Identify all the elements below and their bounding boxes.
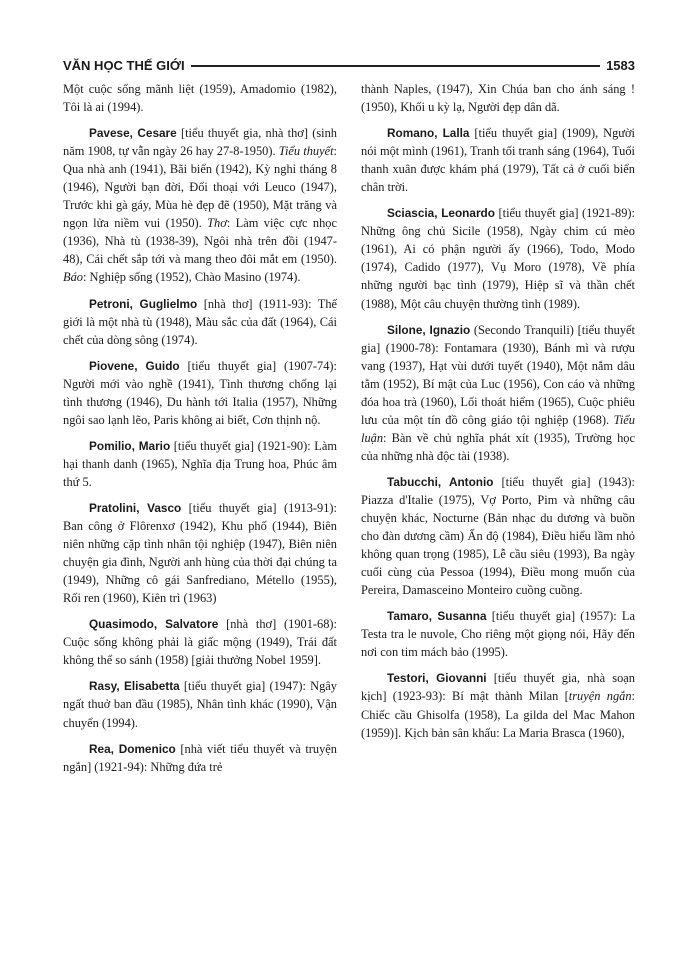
entry-text: [nhà thơ] (1901-68): Cuộc sống không phải là giấc mộng (1949), Trái đất không thể so sánh (1958) [giải thưởng Nobel 1959]. [63, 617, 337, 668]
entry-text: : Qua nhà anh (1941), Bãi biển (1942), Kỳ nghỉ tháng 8 (1946), Người bạn đời, Đối thoại với Leuco (1947), Trước khi gà gáy, Mùa hè đẹp đẽ (1950), Mặt trăng và ngọn lửa niềm vui (1950). [63, 144, 337, 231]
running-header [63, 55, 635, 75]
genre-label: Tiểu luận [361, 412, 635, 445]
entry-text: Một cuộc sống mãnh liệt (1959), Amadomio (1982), Tôi là ai (1994). [63, 82, 337, 115]
entry-text: : Làm việc cực nhọc (1936), Nhà tù (1938-39), Ngôi nhà trên đồi (1947-48), Cái chết sắp tới và mang theo đôi mắt em (1950). [63, 216, 337, 267]
entry [63, 295, 337, 349]
author-name: Tamaro, Susanna [387, 609, 487, 624]
genre-label: Báo [63, 270, 83, 285]
header-title: VĂN HỌC THẾ GIỚI [63, 57, 185, 73]
entry [63, 499, 337, 607]
left-column [63, 80, 337, 784]
author-name: Testori, Giovanni [387, 671, 487, 686]
entry-text: [tiểu thuyết gia] (1943): Piazza d'Italie (1975), Vợ Porto, Pim và những câu chuyện khác, Nocturne (Bản nhạc du dương và buồn cho đàn dương cầm) Ấn độ (1984), Điều hiểu lầm nhỏ không quan trọng (1985), Lễ cầu siêu (1993), Ba ngày cuối cùng của Pessoa (1994), Điều mong muốn của Pereira, Damasceino Monteiro cuồng cuồng. [361, 474, 635, 598]
header-rule [191, 65, 600, 67]
entry-text: thành Naples, (1947), Xin Chúa ban cho ánh sáng ! (1950), Khối u kỳ lạ, Người đẹp dân dã. [361, 82, 635, 115]
entry-text: : Chiếc cầu Ghisolfa (1958), La gilda del Mac Mahon (1959)]. Kịch bản sân khấu: La Maria Brasca (1960), [361, 689, 635, 740]
entry-text: : Bàn về chủ nghĩa phát xít (1935), Trường học của những nhà độc tài (1938). [361, 430, 635, 463]
entry-text: [nhà viết tiểu thuyết và truyện ngắn] (1921-94): Những đứa trẻ [63, 741, 337, 774]
entry [63, 357, 337, 429]
entry [63, 437, 337, 491]
author-name: Tabucchi, Antonio [387, 474, 494, 489]
author-name: Piovene, Guido [89, 358, 180, 373]
author-name: Sciascia, Leonardo [387, 206, 495, 221]
author-name: Rasy, Elisabetta [89, 679, 180, 694]
author-name: Romano, Lalla [387, 126, 470, 141]
author-name: Petroni, Guglielmo [89, 296, 198, 311]
entry-text: [tiểu thuyết gia, nhà thơ] (sinh năm 1908, tự vẫn ngày 26 hay 27-8-1950). [63, 126, 337, 159]
author-name: Rea, Domenico [89, 741, 176, 756]
entry-text: : Nghiệp sống (1952), Chào Masino (1974). [82, 270, 301, 285]
genre-label: Tiểu thuyết [278, 144, 334, 159]
entry [63, 677, 337, 731]
author-name: Silone, Ignazio [387, 322, 471, 337]
entry-text: [tiểu thuyết gia] (1907-74): Người mới vào nghề (1941), Tình thương chống lại tình thương (1946), Du hành tới Italia (1957), Những ngôi sao lạnh lẽo, Paris không ai biết, Cơn thịnh nộ. [63, 358, 338, 427]
entry-text: [tiểu thuyết gia] (1913-91): Ban công ở Flôrenxơ (1942), Khu phố (1944), Biên niên những cặp tình nhân tội nghiệp (1947), Biên niên chuyện gia đình, Người anh hùng của thời đại chúng ta (1949), Những cô gái Sanfrediano, Métello (1955), Rối ren (1960), Kiên trì (1963) [63, 500, 337, 606]
author-name: Pomilio, Mario [89, 438, 171, 453]
entry [361, 124, 635, 196]
entry-text: [tiểu thuyết gia] (1957): La Testa tra le nuvole, Cho riêng một giọng nói, Hãy đến nơi con tim mách bảo (1995). [361, 609, 635, 660]
entry [63, 80, 337, 116]
entry [361, 204, 635, 312]
page-number: 1583 [606, 57, 635, 73]
right-column [361, 80, 635, 750]
entry [361, 80, 635, 116]
genre-label: truyện ngắn [568, 689, 632, 704]
entry [361, 473, 635, 599]
entry [361, 669, 635, 741]
entry-text: [tiểu thuyết gia] (1947): Ngây ngất thuở ban đầu (1985), Nhân tình khác (1990), Vận chuyển (1994). [63, 679, 337, 730]
entry [361, 607, 635, 661]
entry [63, 615, 337, 669]
entry-text: [tiểu thuyết gia] (1909), Người nói một mình (1961), Tranh tối tranh sáng (1964), Tuổi thanh xuân được khám phá (1979), Tất cả ở cuối biển chân trời. [361, 126, 635, 195]
entry [63, 124, 337, 286]
genre-label: Thơ [207, 216, 227, 231]
author-name: Quasimodo, Salvatore [89, 617, 219, 632]
author-name: Pratolini, Vasco [89, 500, 182, 515]
entry-text: [tiểu thuyết gia] (1921-90): Làm hại thanh danh (1965), Nghĩa địa Trung hoa, Phúc âm thứ 5. [63, 438, 337, 489]
author-name: Pavese, Cesare [89, 126, 177, 141]
entry-text: [tiểu thuyết gia, nhà soạn kịch] (1923-93): Bí mật thành Milan [ [361, 671, 635, 704]
entry-text: (Secondo Tranquili) [tiểu thuyết gia] (1900-78): Fontamara (1930), Bánh mì và rượu vang (1937), Hạt vùi dưới tuyết (1940), Một nắm dâu tằm (1952), Bí mật của Luc (1956), Con cáo và những đóa hoa trà (1960), Lối thoát hiểm (1965), Cuộc phiêu lưu của một tín đồ công giáo tội nghiệp (1968). [361, 322, 635, 427]
entry [361, 321, 635, 465]
entry-text: [nhà thơ] (1911-93): Thế giới là một nhà tù (1948), Màu sắc của đất (1964), Cái chết của dòng sông (1974). [63, 296, 338, 347]
entry [63, 740, 337, 776]
entry-text: [tiểu thuyết gia] (1921-89): Những ông chủ Sicile (1958), Ngày chim cú mèo (1961), Ai có phận người ấy (1966), Todo, Modo (1974), Cadido (1977), Vụ Moro (1978), Về phía những người bạc tình (1979), Hiệp sĩ và thần chết (1988), Một câu chuyện thường tình (1989). [361, 206, 636, 311]
